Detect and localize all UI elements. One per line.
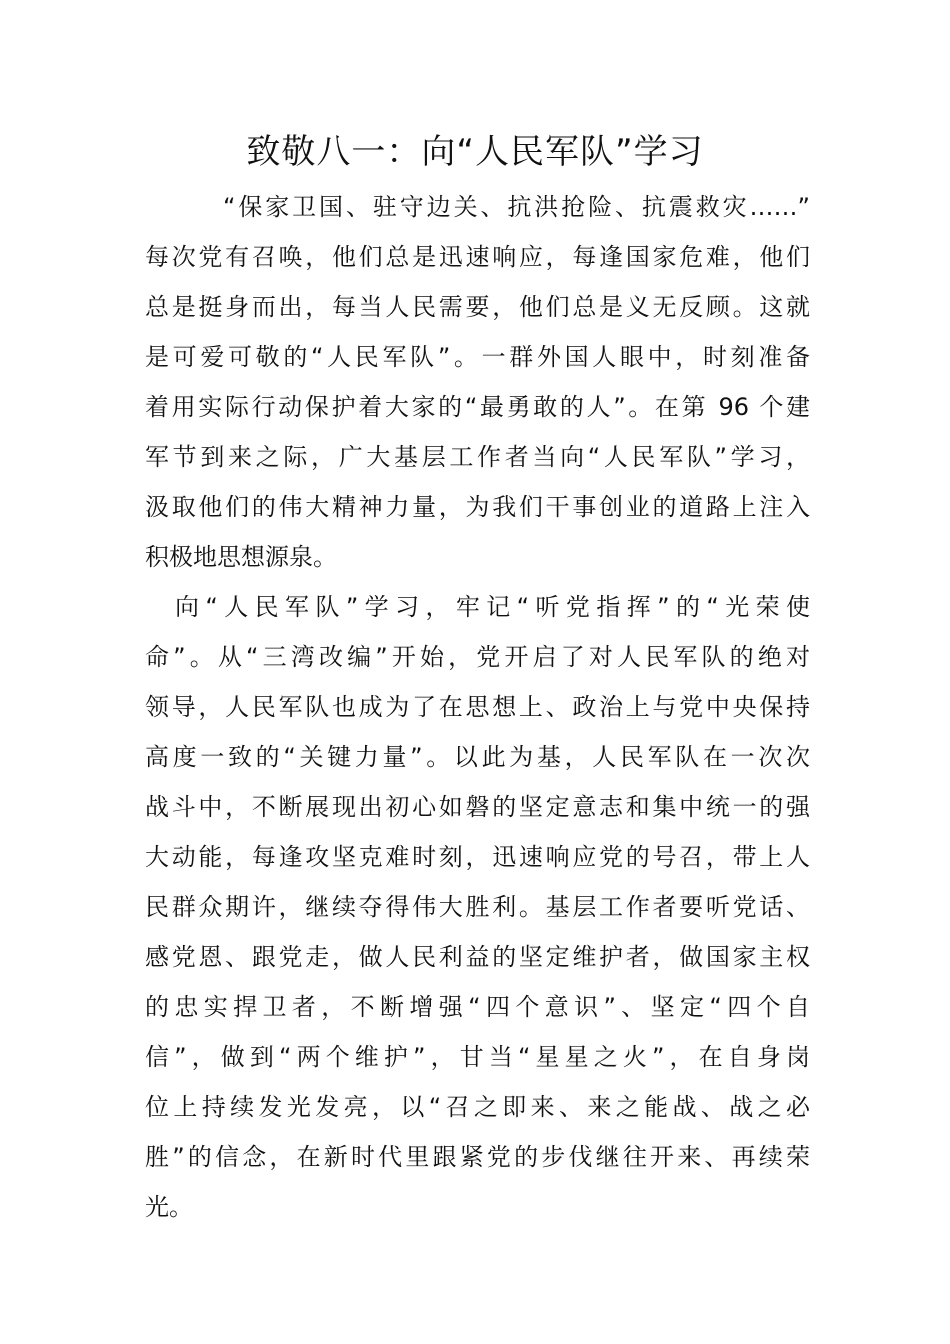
text-line: 民群众期许，继续夺得伟大胜利。基层工作者要听党话、 (145, 893, 810, 921)
text-line: 着用实际行动保护着大家的“最勇敢的人”。在第 96 个建 (145, 393, 810, 421)
text-line: 战斗中，不断展现出初心如磐的坚定意志和集中统一的强 (145, 793, 810, 821)
text-line: 每次党有召唤，他们总是迅速响应，每逢国家危难，他们 (145, 243, 810, 271)
text-line: 信”，做到“两个维护”，甘当“星星之火”，在自身岗 (145, 1043, 810, 1071)
document-body (145, 182, 810, 1232)
text-line: 光。 (145, 1193, 193, 1221)
text-line: “保家卫国、驻守边关、抗洪抢险、抗震救灾……” (223, 193, 810, 221)
text-line: 向“人民军队”学习，牢记“听党指挥”的“光荣使 (175, 593, 810, 621)
text-line: 领导，人民军队也成为了在思想上、政治上与党中央保持 (145, 693, 810, 721)
text-line: 总是挺身而出，每当人民需要，他们总是义无反顾。这就 (145, 293, 810, 321)
text-line: 是可爱可敬的“人民军队”。一群外国人眼中，时刻准备 (145, 343, 810, 371)
text-line: 积极地思想源泉。 (145, 543, 337, 571)
text-line: 高度一致的“关键力量”。以此为基，人民军队在一次次 (145, 743, 810, 771)
text-line: 大动能，每逢攻坚克难时刻，迅速响应党的号召，带上人 (145, 843, 810, 871)
document-title: 致敬八一：向“人民军队”学习 (246, 132, 704, 172)
paragraph-1 (145, 182, 810, 582)
text-line: 汲取他们的伟大精神力量，为我们干事创业的道路上注入 (145, 493, 810, 521)
text-line: 的忠实捍卫者，不断增强“四个意识”、坚定“四个自 (145, 993, 810, 1021)
text-line: 位上持续发光发亮，以“召之即来、来之能战、战之必 (145, 1093, 810, 1121)
paragraph-2 (145, 582, 810, 1232)
text-line: 命”。从“三湾改编”开始，党开启了对人民军队的绝对 (145, 643, 810, 671)
text-line: 感党恩、跟党走，做人民利益的坚定维护者，做国家主权 (145, 943, 810, 971)
text-line: 胜”的信念，在新时代里跟紧党的步伐继往开来、再续荣 (145, 1143, 810, 1171)
text-line: 军节到来之际，广大基层工作者当向“人民军队”学习， (145, 443, 810, 471)
